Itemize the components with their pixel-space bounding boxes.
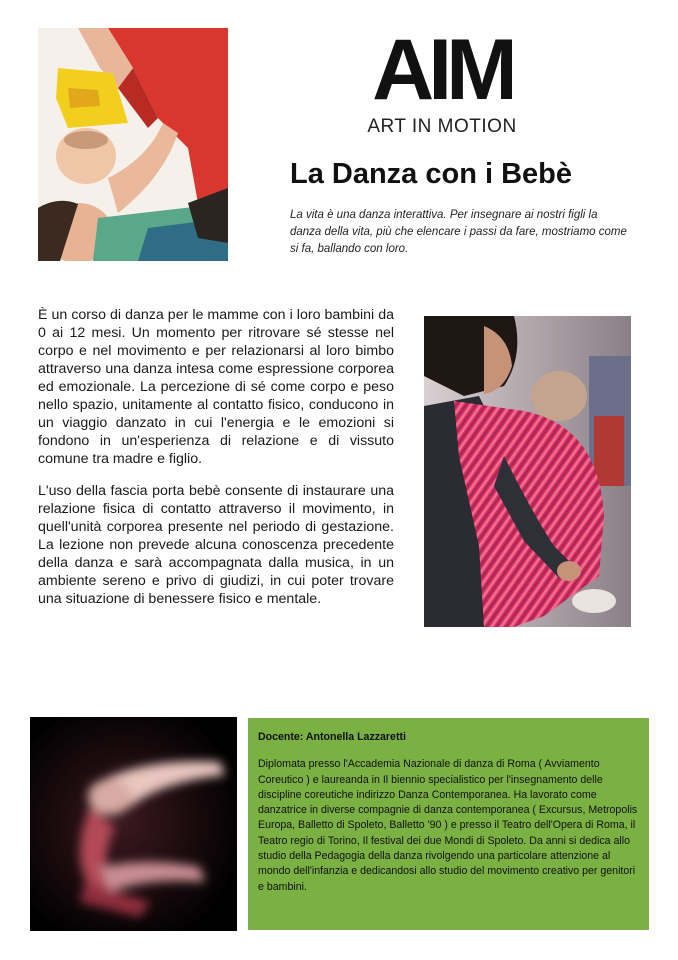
mother-baby-photo: [38, 28, 228, 261]
description-paragraph-2: L'uso della fascia porta bebè consente di instaurare una relazione fisica di contatto attraverso il movimento, in quell'unità corporea presente nel periodo di gestazione. La lezione non prevede alcuna conoscenza precedente della danza e sarà accompagnata dalla musica, in un ambiente sereno e privo di giudizi, in cui poter trovare una situazione di benessere fisico e mentale.: [38, 483, 394, 607]
tagline: La vita è una danza interattiva. Per insegnare ai nostri figli la danza della vita, più che elencare i passi da fare, mostriamo come si fa, ballando con loro.: [290, 209, 627, 255]
course-description: [38, 306, 394, 622]
teacher-heading: Docente: Antonella Lazzaretti: [258, 731, 406, 743]
babywearing-photo: [424, 316, 631, 627]
logo-mark: AIM: [372, 22, 512, 118]
logo-text: ART IN MOTION: [367, 116, 517, 137]
dancer-photo: [30, 717, 237, 931]
page-title: La Danza con i Bebè: [290, 158, 573, 190]
teacher-bio: Diplomata presso l'Accademia Nazionale di danza di Roma ( Avviamento Coreutico ) e laureanda in Il biennio specialistico per l'insegnamento delle discipline coreutiche indirizzo Danza Contemporanea. Ha lavorato come danzatrice in diverse compagnie di danza contemporanea ( Excursus, Metropolis Europa, Balletto di Spoleto, Balletto '90 ) e presso il Teatro dell'Opera di Roma, il Teatro regio di Torino, Il festival dei due Mondi di Spoleto. Da anni si dedica allo studio della Pedagogia della danza rivolgendo una particolare attenzione al mondo dell'infanzia e dedicandosi allo studio del movimento creativo per genitori e bambini.: [258, 758, 638, 893]
teacher-info-box: [248, 718, 649, 930]
aim-logo: [362, 22, 522, 140]
description-paragraph-1: È un corso di danza per le mamme con i loro bambini da 0 ai 12 mesi. Un momento per ritrovare sé stesse nel corpo e nel movimento e per relazionarsi al loro bimbo attraverso una danza intesa come espressione corporea ed emozionale. La percezione di sé come corpo e peso nello spazio, unitamente al contatto fisico, conducono in un viaggio danzato in cui l'energia e le emozioni si fondono in un'esperienza di relazione e di vissuto comune tra madre e figlio.: [38, 307, 394, 467]
